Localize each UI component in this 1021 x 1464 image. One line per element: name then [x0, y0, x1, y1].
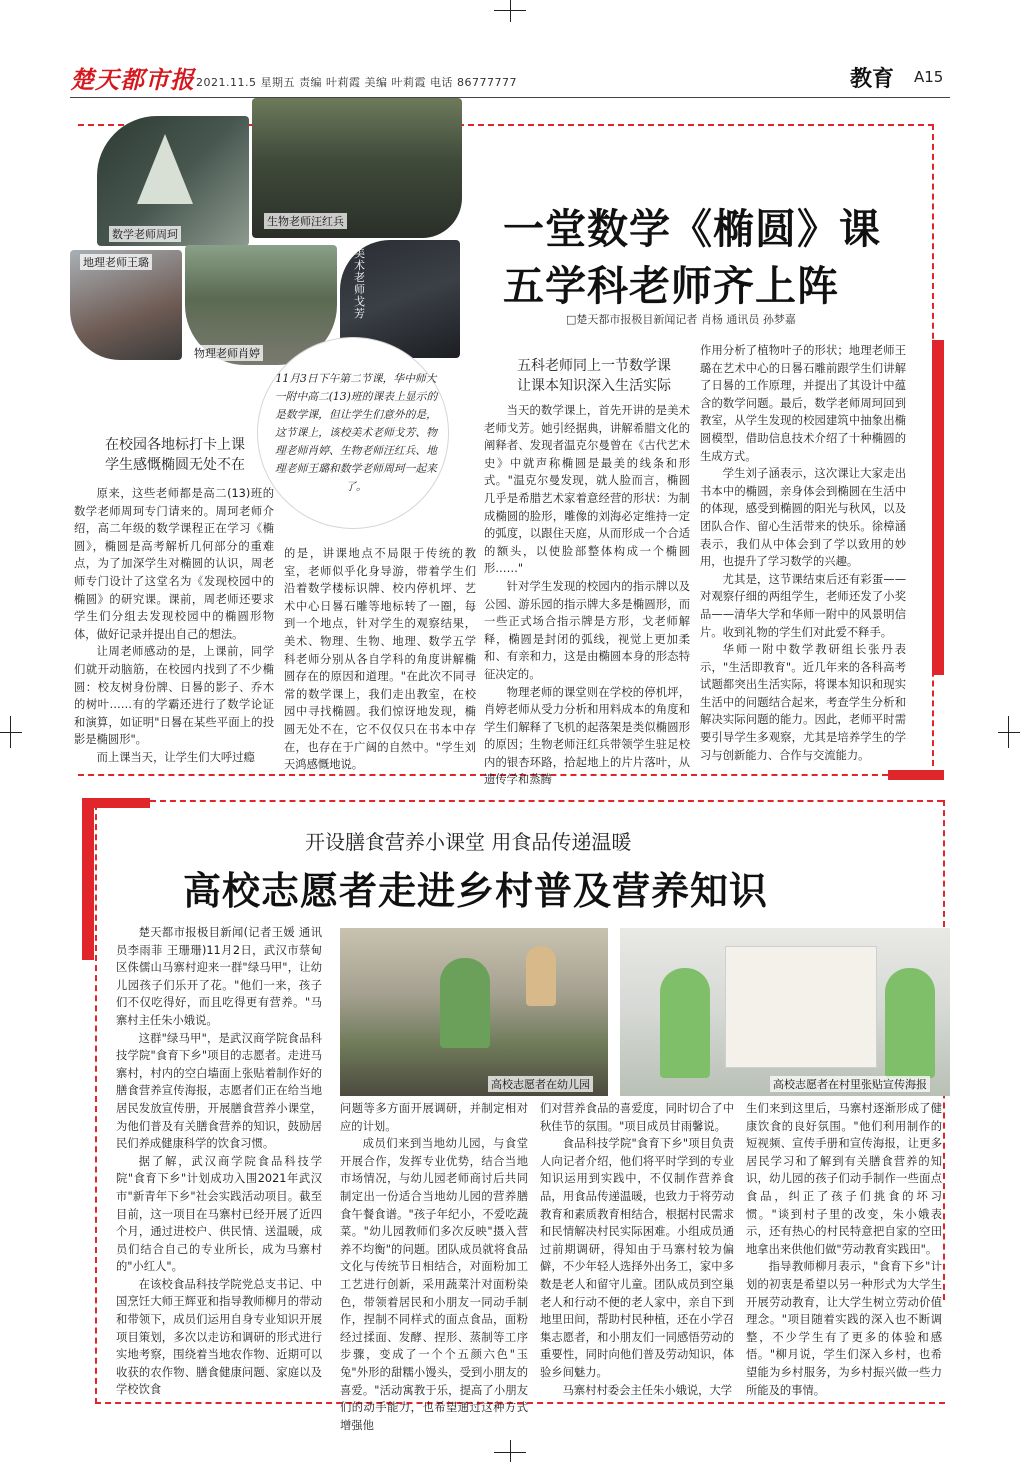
- frame-accent-bar-left: [82, 800, 94, 960]
- crop-mark-left: [10, 716, 11, 748]
- paragraph: 针对学生发现的校园内的指示牌以及公园、游乐园的指示牌大多是椭圆形，而一些正式场合指示牌是方形，戈老师解释，椭圆是封闭的弧线，视觉上更加柔和、有亲和力，这是由椭圆本身的形态特征决定的。: [484, 579, 690, 681]
- crop-mark-bottom: [494, 1452, 526, 1453]
- paragraph: 学生刘子涵表示，这次课让大家走出书本中的椭圆，亲身体会到椭圆在生活中的体现，感受到椭圆的阳光与秋风，以及团队合作、留心生活带来的快乐。徐樟涵表示，我们从中体会到了学以致用的妙用，也提升了学习数学的兴趣。: [700, 467, 906, 569]
- paragraph: 让周老师感动的是，上课前，同学们就开动脑筋，在校园内找到了不少椭圆：校友树身份牌、日晷的影子、乔木的树叶……有的学霸还进行了数学论证和演算，如证明"日晷在某些平面上的投影是椭圆形"。: [74, 645, 274, 747]
- frame-accent-bar-bottom: [888, 770, 944, 780]
- article1-column-1: [74, 485, 274, 764]
- photo-poster: [620, 928, 950, 1096]
- article1-headline-line2: 五学科老师齐上阵: [503, 262, 839, 310]
- article2-column-4: [746, 1100, 942, 1397]
- issue-line: 2021.11.5 星期五 责编 叶莉霞 美编 叶莉霞 电话 86777777: [196, 76, 517, 89]
- crop-mark-top: [510, 0, 511, 22]
- article1-frame-bottom: [78, 774, 888, 776]
- article1-subhead-2: [484, 356, 704, 396]
- photo-poster-board: [725, 946, 877, 1068]
- article1-subhead-1: [70, 435, 280, 475]
- photo-biology-teacher: [252, 98, 462, 238]
- photo-volunteer-figure: [885, 968, 935, 1078]
- paragraph: 生们来到这里后，马寨村逐渐形成了健康饮食的良好氛围。"他们利用制作的短视频、宣传手册和宣传海报，让更多居民学习和了解到有关膳食营养的知识，幼儿园的孩子们动手制作一些面点食品，纠正了孩子们挑食的坏习惯。"谈到村子里的改变，朱小娥表示，还有热心的村民特意把自家的空田地拿出来供他们做"劳动教育实践田"。: [746, 1102, 942, 1256]
- crop-mark-right: [1008, 716, 1009, 748]
- article2-column-1: [116, 924, 322, 1397]
- article2-column-2: [340, 1100, 528, 1432]
- paragraph: 华师一附中数学教研组长张丹表示，"生活即教育"。近几年来的各科高考试题都突出生活实际，将课本知识和现实生活中的问题结合起来，考查学生分析和解决实际问题的能力。因此，老师平时需要引导学生多观察，尤其是培养学生的学习与创新能力、合作与交流能力。: [700, 643, 906, 762]
- photo-volunteer-figure: [660, 968, 710, 1078]
- article2-column-3: [540, 1100, 734, 1397]
- newspaper-logo: 楚天都市报: [70, 65, 195, 94]
- article1-column-3: [484, 402, 690, 787]
- photo-kindergarten: [340, 928, 608, 1096]
- paragraph: 作用分析了植物叶子的形状；地理老师王璐在艺术中心的日晷石雕前跟学生们讲解了日晷的工作原理，并提出了其设计中蕴含的数学问题。最后，数学老师周珂回到教室，从学生发现的校园建筑中抽象出椭圆模型，借助信息技术介绍了十种椭圆的生成方式。: [700, 344, 906, 463]
- paragraph: 这群"绿马甲"，是武汉商学院食品科技学院"食育下乡"项目的志愿者。走进马寨村，村内的空白墙面上张贴着制作好的膳食营养宣传海报，志愿者们正在给当地居民发放宣传册，开展膳食营养小课堂，为他们普及有关膳食营养的知识，鼓励居民们养成健康科学的饮食习惯。: [116, 1031, 322, 1151]
- page-number: A15: [914, 68, 944, 86]
- photo-volunteer-figure: [440, 958, 490, 1048]
- subhead-text: 在校园各地标打卡上课 学生感慨椭圆无处不在: [105, 437, 245, 473]
- paragraph: 原来，这些老师都是高二(13)班的数学老师周珂专门请来的。周珂老师介绍，高二年级的数学课程正在学习《椭圆》，椭圆是高考解析几何部分的重难点，为了加深学生对椭圆的认识，周老师专门设计了这堂名为《发现校园中的椭圆》的研究课。课前，周老师还要求学生们分组去发现校园中的椭圆形物体，做好记录并提出自己的想法。: [74, 487, 274, 641]
- paragraph: 成员们来到当地幼儿园，与食堂开展合作，发挥专业优势，结合当地市场情况，与幼儿园老师商讨后共同制定出一份适合当地幼儿园的营养膳食午餐食谱。"孩子年纪小，不爱吃蔬菜。"幼儿园教师们多次反映"摄入营养不均衡"的问题。团队成员就将食品文化与传统节日相结合，对面粉加工工艺进行创新，采用蔬菜汁对面粉染色，带领着居民和小朋友一同动手制作，捏制不同样式的面点食品，面粉经过揉面、发酵、捏形、蒸制等工序步骤，变成了一个个五颜六色"玉兔"外形的甜糯小馒头，受到小朋友的喜爱。"活动寓教于乐，提高了小朋友们的动手能力，也希望通过这种方式增强他: [340, 1137, 528, 1432]
- article1-byline: □楚天都市报极目新闻记者 肖杨 通讯员 孙梦嘉: [566, 313, 796, 326]
- article1-column-2: [284, 545, 476, 772]
- section-title: 教育: [850, 67, 895, 92]
- crop-mark-top: [494, 10, 526, 11]
- paragraph: 在该校食品科技学院党总支书记、中国烹饪大师王辉亚和指导教师柳月的带动和带领下，成员们运用自身专业知识开展项目策划，多次以走访和调研的形式进行实地考察，围绕着当地农作物、近期可以收获的农作物、膳食健康问题、家庭以及学校饮食: [116, 1277, 322, 1397]
- crop-mark-right: [998, 732, 1020, 733]
- paragraph: 而上课当天，让学生们大呼过瘾: [96, 750, 255, 764]
- article1-headline-line1: 一堂数学《椭圆》课: [503, 205, 881, 253]
- photo-math-teacher: [97, 116, 249, 246]
- crop-mark-bottom: [510, 1440, 511, 1462]
- paragraph: 马寨村村委会主任朱小娥说，大学: [562, 1383, 733, 1397]
- crop-mark-left: [0, 732, 22, 733]
- masthead-rule: [70, 97, 950, 98]
- photo-geography-teacher: [70, 250, 182, 360]
- subhead-text: 五科老师同上一节数学课 让课本知识深入生活实际: [517, 358, 671, 394]
- photo-caption: 数学老师周珂: [109, 226, 181, 242]
- paragraph: 物理老师的课堂则在学校的停机坪，肖婷老师从受力分析和用料成本的角度和学生们解释了飞机的起落架是类似椭圆形的原因；生物老师汪红兵带领学生驻足校内的银杏环路，拾起地上的片片落叶，从遗传学和蒸腾: [484, 685, 690, 787]
- paragraph: 的是，讲课地点不局限于传统的教室，老师似乎化身导游，带着学生们沿着数学楼标识牌、校内停机坪、艺术中心日晷石雕等地标转了一圈，每到一个地点，针对学生的观察结果，美术、物理、生物、地理、数学五学科老师分别从各自学科的角度讲解椭圆存在的原因和道理。"在此次不同寻常的数学课上，我们走出教室，在校园中寻找椭圆。我们惊讶地发现，椭圆无处不在，它不仅仅只在书本中存在，也存在于广阔的自然中。"学生刘天鸿感慨地说。: [284, 547, 476, 772]
- photo-caption: 高校志愿者在村里张贴宣传海报: [770, 1076, 930, 1092]
- paragraph: 问题等多方面开展调研，并制定相对应的计划。: [340, 1102, 528, 1133]
- lead-note: 11月3日下午第二节课，华中师大一附中高二(13)班的课表上显示的是数学课，但让学生们意外的是，这节课上，该校美术老师戈芳、物理老师肖婷、生物老师汪红兵、地理老师王璐和数学老师周珂一起来了。: [274, 372, 438, 493]
- photo-cone-graphic: [137, 134, 193, 204]
- paragraph: 尤其是，这节课结束后还有彩蛋——对观察仔细的两组学生，老师还发了小奖品——清华大学和华师一附中的风景明信片。收到礼物的学生们对此爱不释手。: [700, 572, 906, 639]
- photo-caption: 物理老师肖婷: [191, 345, 263, 361]
- article2-headline: 高校志愿者走进乡村普及营养知识: [183, 869, 769, 913]
- article2-kicker: 开设膳食营养小课堂 用食品传递温暖: [305, 830, 632, 854]
- article2-frame-top: [150, 800, 943, 802]
- paragraph: 指导教师柳月表示，"食育下乡"计划的初衷是希望以另一种形式为大学生开展劳动教育，让大学生树立劳动价值理念。"项目随着实践的深入也不断调整，不少学生有了更多的体验和感悟。"柳月说，学生们深入乡村，也希望能为乡村服务，为乡村振兴做一些力所能及的事情。: [746, 1260, 942, 1397]
- frame-accent-bar-top: [82, 798, 150, 808]
- frame-accent-bar: [932, 340, 944, 675]
- paragraph: 食品科技学院"食育下乡"项目负责人向记者介绍，他们将平时学到的专业知识运用到实践中，不仅制作营养食品，用食品传递温暖，也致力于将劳动教育和素质教育相结合，根据村民需求和民情解决村民实际困难。小组成员通过前期调研，得知由于马寨村较为偏僻，不少年轻人选择外出务工，家中多数是老人和留守儿童。团队成员到空巢老人和行动不便的老人家中，亲自下到地里田间，帮助村民种植，还在小学召集志愿者，和小朋友们一同感悟劳动的重要性，同时向他们普及劳动知识，体验乡间魅力。: [540, 1137, 734, 1379]
- photo-caption: 地理老师王璐: [80, 254, 152, 270]
- paragraph: 据了解，武汉商学院食品科技学院"食育下乡"计划成功入围2021年武汉市"新青年下乡"社会实践活动项目。截至目前，这一项目在马寨村已经开展了近四个月，通过进校户、供民情、送温暖，成员们结合自己的专业所长，成为马寨村的"小红人"。: [116, 1154, 322, 1274]
- paragraph: 当天的数学课上，首先开讲的是美术老师戈芳。她引经据典，讲解希腊文化的阐释者、发现者温克尔曼曾在《古代艺术史》中就声称椭圆是最美的线条和形式。"温克尔曼发现，就人脸而言，椭圆几乎是希腊艺术家着意经营的形状：为制成椭圆的脸形，雕像的刘海必定维持一定的弧度，以跟住天庭，从而形成一个合适的额头，以使脸部整体构成一个椭圆形……": [484, 404, 690, 576]
- photo-caption: 高校志愿者在幼儿园: [488, 1076, 593, 1092]
- photo-child-figure: [526, 946, 556, 1006]
- photo-caption: 生物老师汪红兵: [264, 213, 347, 229]
- article1-column-4: [700, 342, 906, 762]
- paragraph: 们对营养食品的喜爱度，同时切合了中秋佳节的氛围。"项目成员甘雨馨说。: [540, 1102, 734, 1133]
- photo-caption: 美术老师戈芳: [354, 247, 365, 320]
- paragraph: 楚天都市报极目新闻(记者王媛 通讯员李雨菲 王珊珊)11月2日，武汉市蔡甸区侏儒山马寨村迎来一群"绿马甲"，让幼儿园孩子们乐开了花。"他们一来，孩子们不仅吃得好，而且吃得更有营养。"马寨村主任朱小娥说。: [116, 926, 322, 1027]
